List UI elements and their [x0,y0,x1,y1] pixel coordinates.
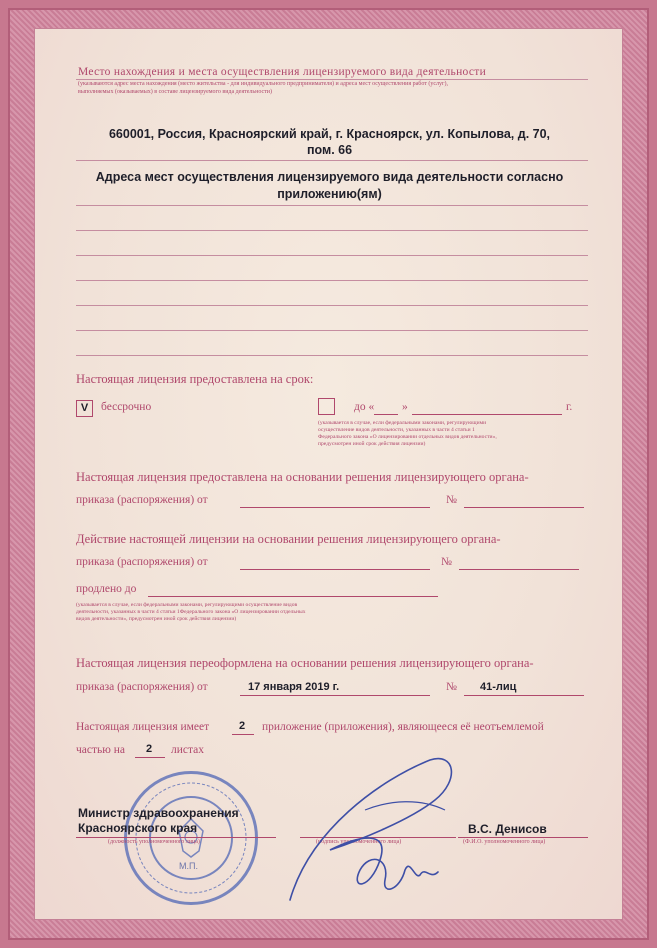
extended-note-line1: (указывается в случае, если федеральными законами, регулирующими осуществление видов [76,602,298,608]
until-quote-close: » [402,401,408,413]
handwritten-signature [270,740,470,920]
reissued-number-label: № [446,681,457,693]
extended-note-line3: видов деятельности», предусмотрен иной срок действия лицензии) [76,616,237,622]
location-note-line2: выполняемых (оказываемых) в составе лицензируемого вида деятельности) [78,89,272,95]
location-heading: Место нахождения и места осуществления лицензируемого вида деятельности [78,66,487,78]
reissued-order-label: приказа (распоряжения) от [76,681,208,693]
annexes-sheets-count: 2 [146,743,153,755]
until-checkbox [318,398,335,415]
until-note-line4: предусмотрен иной срок действия лицензии) [318,441,426,447]
granted-number-label: № [446,494,457,506]
until-note-line2: осуществление видов деятельности, указанных в части 4 статьи 1 [318,427,475,433]
location-note-line1: (указываются адрес места нахождения (место жительства - для индивидуального предпринимателя) и адреса мест осуществления работ (услуг), [78,81,448,87]
signatory-position-line2: Красноярского края [78,821,198,835]
position-caption: (должность уполномоченного лица) [108,839,200,845]
reissued-number-value: 41-лиц [480,681,517,693]
term-label: Настоящая лицензия предоставлена на срок: [76,372,314,386]
unlimited-label: бессрочно [101,401,152,413]
until-note-line1: (указывается в случае, если федеральными законами, регулирующими [318,420,487,426]
name-caption: (Ф.И.О. уполномоченного лица) [463,839,546,845]
official-seal [124,771,258,905]
signatory-name: В.С. Денисов [468,822,547,836]
seal-initials: М.П. [179,861,198,871]
seal-emblem-icon [124,771,258,905]
annexes-count: 2 [239,720,246,732]
until-label: до « [354,401,375,413]
granted-line1: Настоящая лицензия предоставлена на основании решения лицензирующего органа- [76,470,529,484]
until-year-suffix: г. [566,401,573,413]
annexes-prefix: Настоящая лицензия имеет [76,721,210,733]
annexes-middle: приложение (приложения), являющееся её неотъемлемой [262,721,544,733]
extended-order-label: приказа (распоряжения) от [76,556,208,568]
unlimited-checkbox: V [76,400,93,417]
annexes-sheets-prefix: частью на [76,744,125,756]
annexes-sheets-suffix: листах [171,744,205,756]
extended-note-line2: деятельности, указанных в части 4 статьи 1Федерального закона «О лицензировании отдельных [76,609,306,615]
granted-order-label: приказа (распоряжения) от [76,494,208,506]
reissued-order-date: 17 января 2019 г. [248,681,340,693]
annex-addresses-line1: Адреса мест осуществления лицензируемого вида деятельности согласно [95,170,564,184]
extended-line1: Действие настоящей лицензии на основании решения лицензирующего органа- [76,532,501,546]
address-line1: 660001, Россия, Красноярский край, г. Красноярск, ул. Копылова, д. 70, [108,127,551,141]
until-note-line3: Федерального закона «О лицензировании отдельных видов деятельности», [318,434,497,440]
signatory-position-line1: Министр здравоохранения [78,806,239,820]
reissued-line1: Настоящая лицензия переоформлена на основании решения лицензирующего органа- [76,656,534,670]
address-line2: пом. 66 [306,143,353,157]
extended-number-label: № [441,556,452,568]
annex-addresses-line2: приложению(ям) [277,187,382,201]
signature-caption: (подпись уполномоченного лица) [316,839,402,845]
extended-until-label: продлено до [76,583,137,595]
